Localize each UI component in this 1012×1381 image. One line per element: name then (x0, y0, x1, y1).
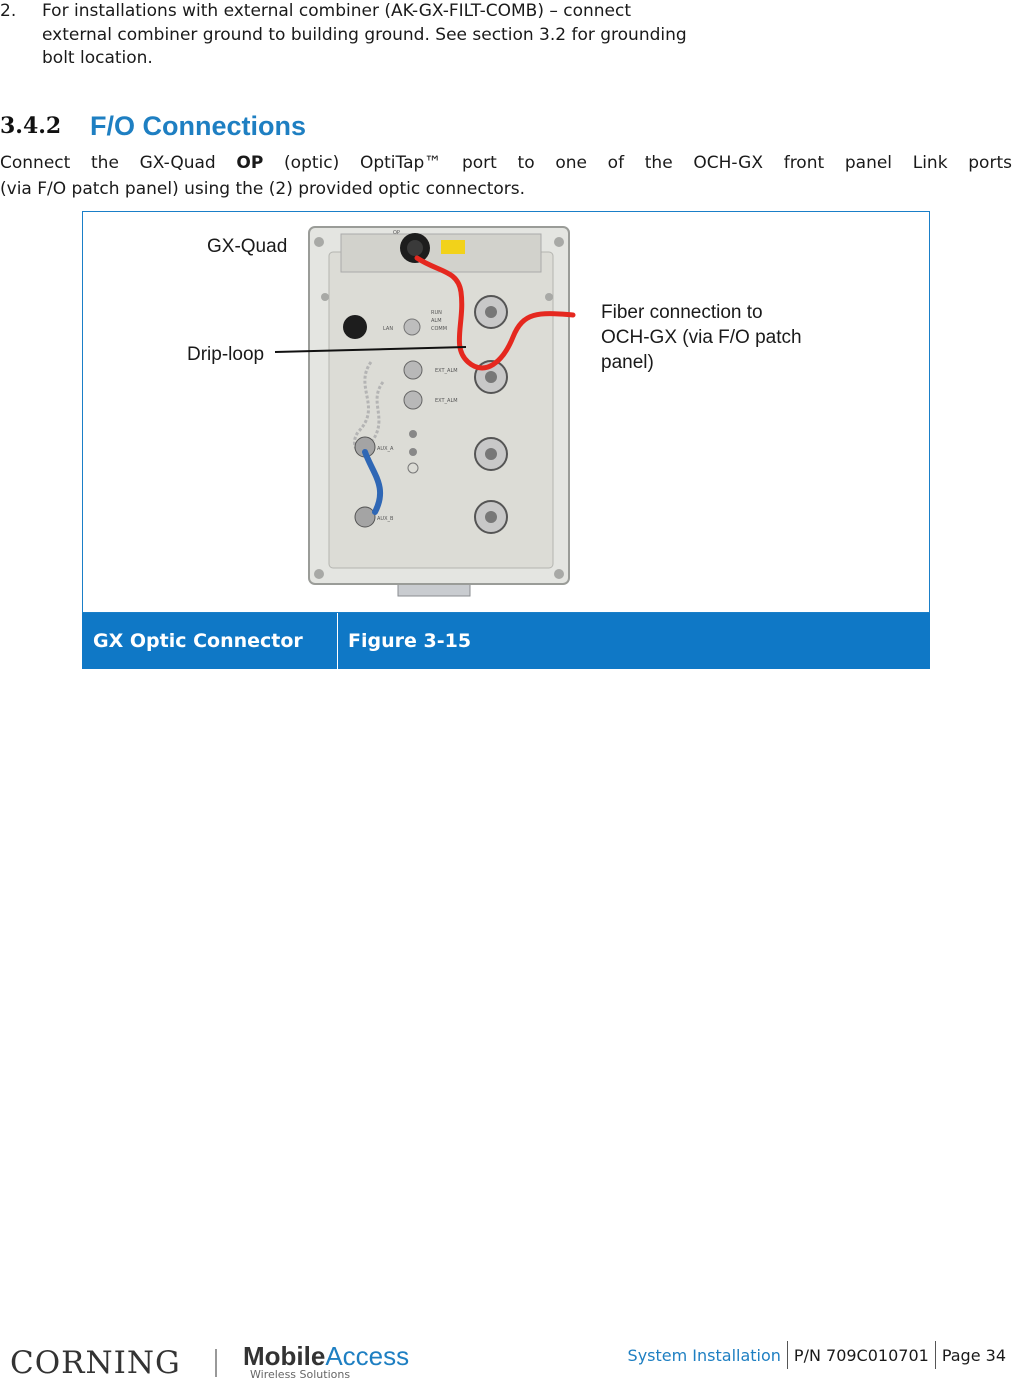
label-drip-loop: Drip-loop (187, 344, 265, 365)
label-fiber-line-1: Fiber connection to (601, 302, 763, 323)
aux-b-connector (355, 507, 375, 527)
label-fiber-line-3: panel) (601, 352, 654, 373)
word: port (461, 153, 497, 173)
rf-connector-core (485, 306, 497, 318)
lan-connector (343, 315, 367, 339)
footer-section: System Installation (627, 1345, 781, 1365)
body-paragraph (0, 150, 1012, 202)
screw (314, 569, 324, 579)
section-title: F/O Connections (90, 110, 306, 141)
panel-label: AUX_A (377, 446, 394, 452)
word: OptiTap™ (359, 153, 442, 173)
section-heading (0, 108, 306, 144)
page-footer (0, 1335, 1012, 1381)
screw (321, 293, 329, 301)
rf-connector-core (485, 448, 497, 460)
list-text-line-1: For installations with external combiner (AK-GX-FILT-COMB) – connect (42, 1, 632, 21)
ground-bolt (409, 448, 417, 456)
logo-subtitle: Wireless Solutions (250, 1368, 351, 1381)
word: panel (844, 153, 893, 173)
list-text-line-2: external combiner ground to building ground. See section 3.2 for grounding (42, 24, 687, 45)
gx-quad-photo (83, 212, 929, 612)
panel-label: AUX_B (377, 516, 394, 522)
label-gx-quad: GX-Quad (207, 236, 288, 257)
ext-alm-connector (404, 361, 422, 379)
list-text (42, 0, 852, 71)
ext-alm-connector (404, 391, 422, 409)
panel-label: EXT_ALM (435, 398, 458, 404)
word: (optic) (284, 153, 340, 173)
word: GX-Quad (139, 153, 216, 173)
screw (545, 293, 553, 301)
paragraph-line-2: (via F/O patch panel) using the (2) provided optic connectors. (0, 179, 526, 199)
panel-label: COMM (431, 326, 448, 332)
paragraph-line-1 (0, 150, 1012, 176)
laser-warning-label (441, 240, 465, 254)
word: of (607, 153, 625, 173)
caption-title: GX Optic Connector (82, 613, 338, 669)
word: the (644, 153, 673, 173)
panel-label: RUN (431, 310, 442, 316)
screw (554, 569, 564, 579)
word-bold-op: OP (236, 153, 264, 173)
footer-part-number: P/N 709C010701 (793, 1345, 929, 1365)
rf-connector-core (485, 511, 497, 523)
screw (314, 237, 324, 247)
footer-page-number: Page 34 (941, 1345, 1006, 1365)
word: front (783, 153, 825, 173)
word: ports (968, 153, 1012, 173)
panel-label: LAN (383, 326, 394, 332)
word: OCH-GX (693, 153, 763, 173)
panel-label: OP (393, 230, 400, 236)
figure-caption (82, 613, 930, 669)
section-number: 3.4.2 (0, 113, 62, 139)
caption-number: Figure 3-15 (348, 630, 472, 652)
list-item-2 (0, 0, 880, 71)
panel-label: EXT_ALM (435, 368, 458, 374)
label-fiber-line-2: OCH-GX (via F/O patch (601, 327, 802, 348)
rf-connector-core (485, 371, 497, 383)
ground-bolt (409, 430, 417, 438)
word: Connect (0, 153, 71, 173)
word: the (91, 153, 119, 173)
logo-divider (215, 1349, 217, 1377)
screw (554, 237, 564, 247)
footer-info (622, 1341, 1012, 1369)
list-text-line-3: bolt location. (42, 48, 153, 68)
logo-access: Access (325, 1341, 410, 1371)
corning-logo: CORNING (10, 1345, 181, 1381)
led-switch (404, 319, 420, 335)
word: Link (912, 153, 948, 173)
list-number: 2. (0, 1, 17, 21)
word: to (517, 153, 535, 173)
panel-label: ALM (431, 318, 442, 324)
op-connector-cap (407, 240, 423, 256)
figure-frame (82, 211, 930, 613)
logo-mobile: Mobile (243, 1341, 326, 1371)
word: one (555, 153, 587, 173)
